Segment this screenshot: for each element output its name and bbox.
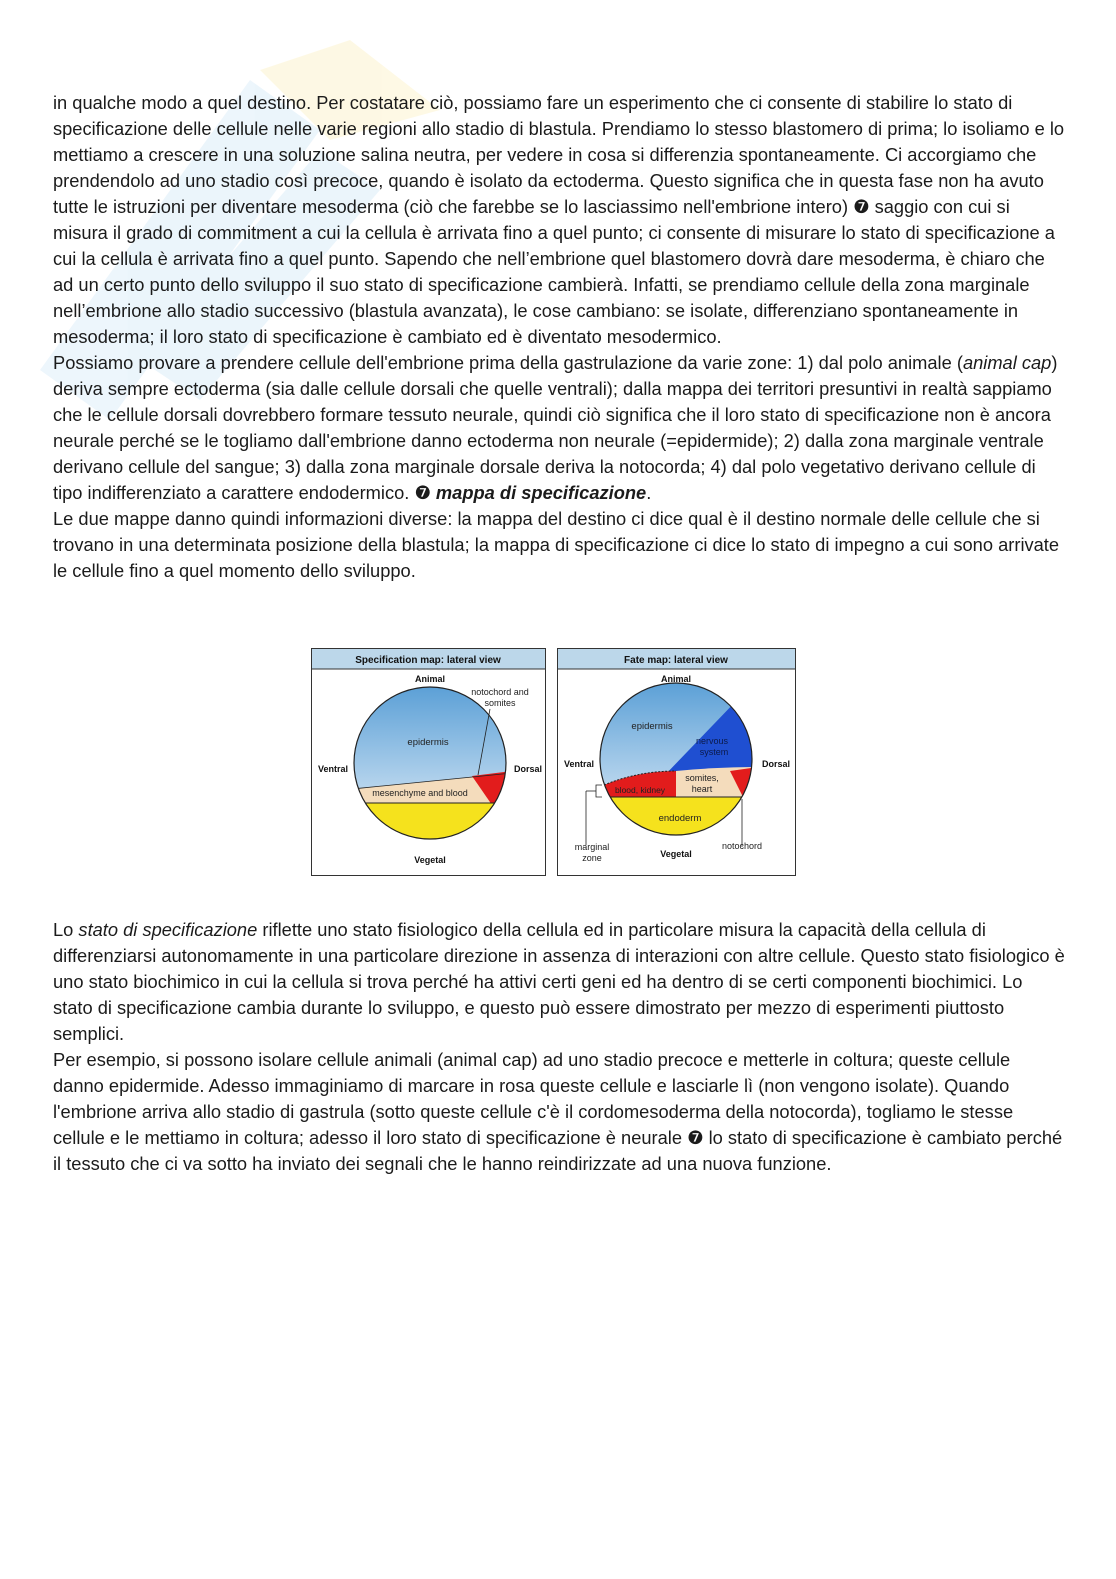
label-dorsal: Dorsal — [762, 759, 791, 769]
label-animal: Animal — [414, 674, 446, 684]
bullet-marker: ❼ — [687, 1127, 704, 1148]
label-epidermis: epidermis — [631, 721, 673, 732]
label-nervous-line1: nervous — [695, 736, 729, 746]
paragraph-4-italic: stato di specificazione — [78, 919, 258, 940]
label-somites-line2: heart — [691, 784, 713, 794]
paragraph-2-bold: mappa di specificazione — [430, 482, 647, 503]
label-notochord: notochord — [721, 841, 763, 851]
label-mesenchyme: mesenchyme and blood — [372, 788, 468, 798]
paragraph-2 — [53, 350, 1065, 506]
paragraph-3: Le due mappe danno quindi informazioni diverse: la mappa del destino ci dice qual è il destino normale delle cellule che si trovano in una determinata posizione della blastula; la mappa di specificazione ci dice lo stato di impegno a cui sono arrivate le cellule fino a quel momento dello sviluppo. — [53, 508, 1060, 581]
label-notochord-line1: notochord and — [471, 687, 529, 697]
paragraph-4 — [53, 917, 1065, 1047]
figure-title: Fate map: lateral view — [624, 655, 728, 666]
label-marginal-line1: marginal — [574, 842, 610, 852]
label-blood-kidney: blood, kidney — [614, 785, 666, 795]
bullet-marker: ❼ — [414, 482, 431, 503]
label-animal: Animal — [660, 674, 692, 684]
bullet-marker: ❼ — [853, 196, 870, 217]
label-ventral: Ventral — [564, 759, 595, 769]
paragraph-2-italic: animal cap — [962, 352, 1052, 373]
label-vegetal: Vegetal — [660, 849, 692, 859]
specification-map-svg — [312, 649, 545, 875]
label-nervous-line2: system — [699, 747, 729, 757]
label-notochord-line2: somites — [484, 698, 516, 708]
label-ventral: Ventral — [318, 764, 349, 774]
paragraph-1-part-b: saggio con cui si misura il grado di commitment a cui la cellula è arrivata fino a quel punto; ci consente di misurare lo stato di specificazione a cui la cellula è arrivata fino a quel punto. Sapendo che nell’embrione quel blastomero dovrà dare mesoderma, è chiaro che ad un certo punto dello sviluppo il suo stato di specificazione cambierà. Infatti, se prendiamo cellule della zona marginale nell’embrione allo stadio successivo (blastula avanzata), le cose cambiano: se isolate, differenziano spontaneamente in mesoderma; il loro stato di specificazione è cambiato ed è diventato mesodermico. — [53, 196, 1055, 347]
paragraph-4-part-a: Lo — [53, 919, 79, 940]
paragraph-5-part-b: lo stato di specificazione è cambiato perché il tessuto che ci va sotto ha inviato dei segnali che le hanno reindirizzate ad una nuova funzione. — [53, 1127, 1063, 1174]
paragraph-2-part-a: Possiamo provare a prendere cellule dell'embrione prima della gastrulazione da varie zone: 1) dal polo animale ( — [53, 352, 963, 373]
label-dorsal: Dorsal — [514, 764, 543, 774]
label-epidermis: epidermis — [407, 737, 449, 748]
top-text-block — [53, 90, 1065, 584]
paragraph-2-end: . — [646, 482, 652, 503]
bottom-text-block — [53, 917, 1065, 1177]
fate-map-svg — [558, 649, 795, 875]
figure-title: Specification map: lateral view — [355, 655, 501, 666]
specification-map-figure — [311, 648, 546, 876]
fate-map-figure — [557, 648, 796, 876]
paragraph-1 — [53, 90, 1065, 350]
label-marginal-line2: zone — [582, 853, 602, 863]
paragraph-2-part-b: ) deriva sempre ectoderma (sia dalle cellule dorsali che quelle ventrali); dalla mappa dei territori presuntivi in realtà sappiamo che le cellule dorsali dovrebbero formare tessuto neurale, quindi ciò significa che il loro stato di specificazione non è ancora neurale perché se le togliamo dall'embrione danno ectoderma non neurale (=epidermide); 2) dalla zona marginale ventrale derivano cellule del sangue; 3) dalla zona marginale dorsale deriva la notocorda; 4) dal polo vegetativo derivano cellule di tipo indifferenziato a carattere endodermico. — [53, 352, 1058, 503]
paragraph-5-part-a: Per esempio, si possono isolare cellule animali (animal cap) ad uno stadio precoce e metterle in coltura; queste cellule danno epidermide. Adesso immaginiamo di marcare in rosa queste cellule e lasciarle lì (non vengono isolate). Quando l'embrione arriva allo stadio di gastrula (sotto queste cellule c'è il cordomesoderma della notocorda), togliamo le stesse cellule e le mettiamo in coltura; adesso il loro stato di specificazione è neurale — [53, 1049, 1014, 1148]
paragraph-5 — [53, 1047, 1065, 1177]
label-somites-line1: somites, — [685, 773, 719, 783]
paragraph-4-part-b: riflette uno stato fisiologico della cellula ed in particolare misura la capacità della cellula di differenziarsi autonomamente in una particolare direzione in assenza di interazioni con altre cellule. Questo stato fisiologico è uno stato biochimico in cui la cellula si trova perché ha attivi certi geni ed ha dentro di se certi componenti biochimici. Lo stato di specificazione cambia durante lo sviluppo, e questo può essere dimostrato per mezzo di esperimenti piuttosto semplici. — [53, 919, 1065, 1044]
label-endoderm: endoderm — [658, 813, 702, 824]
paragraph-1-part-a: in qualche modo a quel destino. Per costatare ciò, possiamo fare un esperimento che ci consente di stabilire lo stato di specificazione delle cellule nelle varie regioni allo stadio di blastula. Prendiamo lo stesso blastomero di prima; lo isoliamo e lo mettiamo a crescere in una soluzione salina neutra, per vedere in cosa si differenzia spontaneamente. Ci accorgiamo che prendendolo ad uno stadio così precoce, quando è isolato da ectoderma. Questo significa che in questa fase non ha avuto tutte le istruzioni per diventare mesoderma (ciò che farebbe se lo lasciassimo nell'embrione intero) — [53, 92, 1065, 217]
label-vegetal: Vegetal — [414, 855, 446, 865]
